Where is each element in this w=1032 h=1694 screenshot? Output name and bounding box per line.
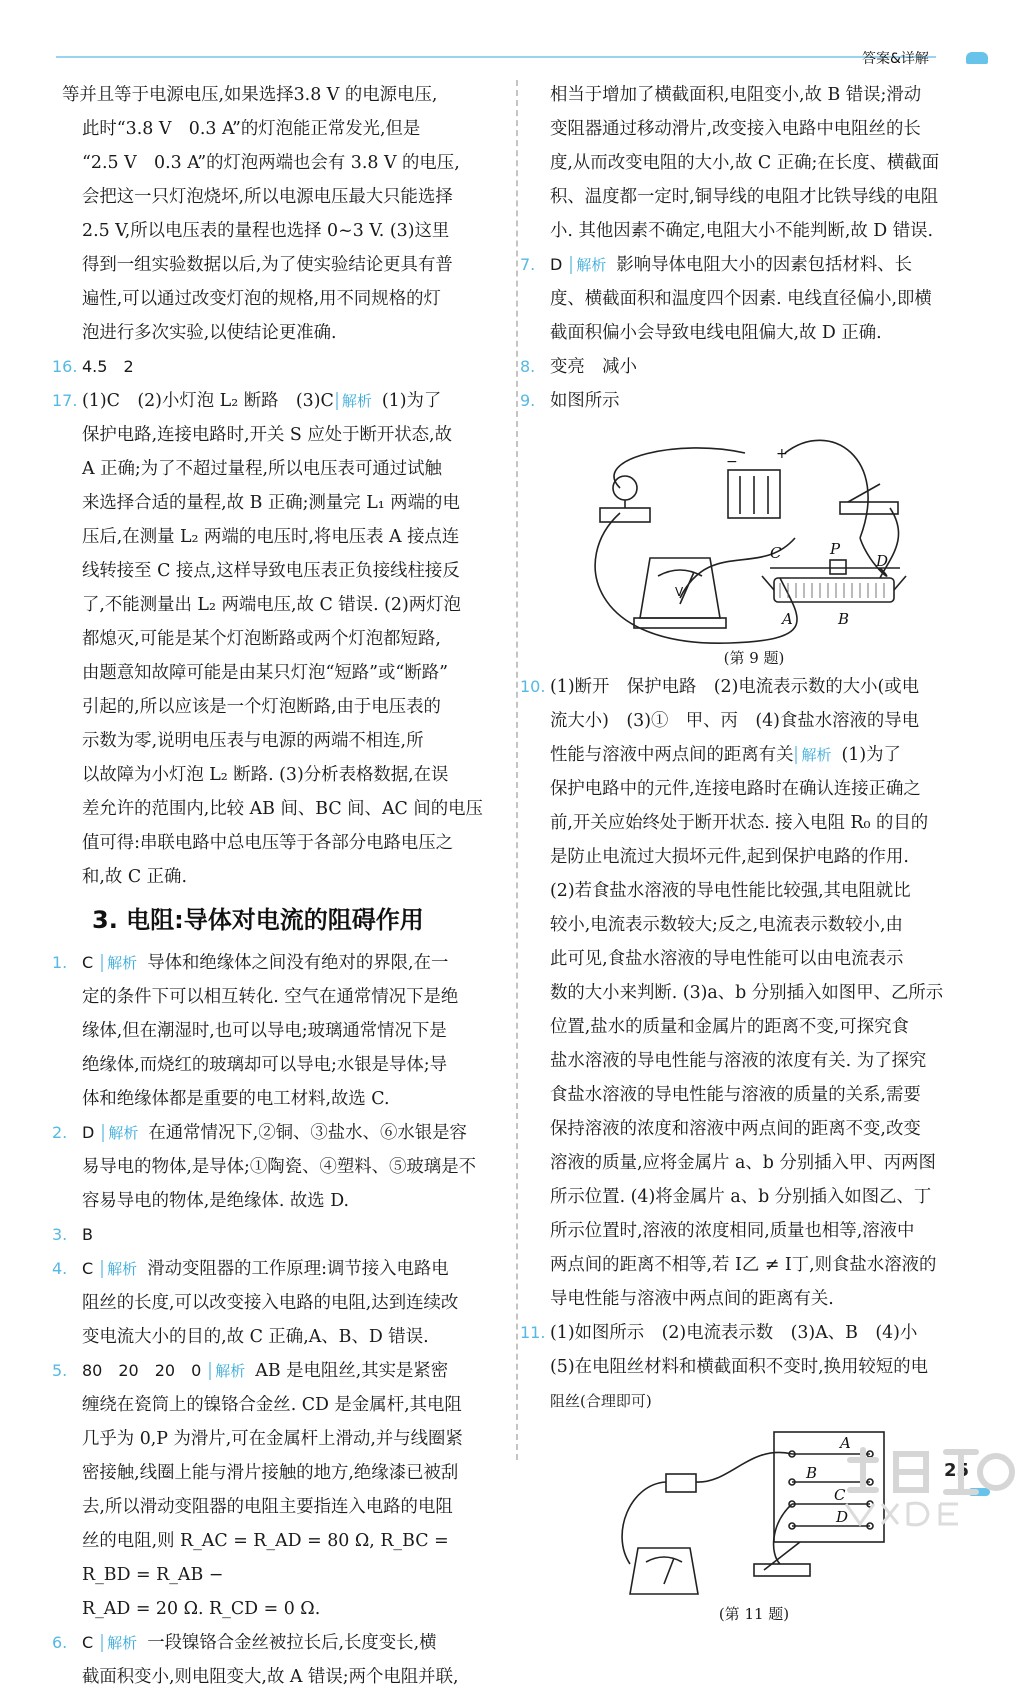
column-divider xyxy=(516,80,518,1460)
question-1: 1. C 解析 导体和绝缘体之间没有绝对的界限,在一 定的条件下可以相互转化. 空气在通常情况下是绝 缘体,但在潮湿时,也可以导电;玻璃通常情况下是 绝缘体,而烧红的玻璃却可以导电;水银是导体;导 体和绝缘体都是重要的电工材料,故选 C. xyxy=(62,946,500,1116)
label-b: B xyxy=(838,610,850,628)
label-d: D xyxy=(836,1508,849,1526)
label-v: V xyxy=(675,585,684,599)
figure-9 xyxy=(530,418,978,670)
question-10: 10. (1)断开 保护电路 (2)电流表示数的大小(或电 流大小) (3)① 甲、丙 (4)食盐水溶液的导电 性能与溶液中两点间的距离有关 解析 (1)为了 保护电路中的元件,连接电路时在确认连接正确之 前,开关应始终处于断开状态. 接入电阻 R₀ 的目的 是防止电流过大损坏元件,起到保护电路的作用. (2)若食盐水溶液的导电性能比较强,其电阻就比 较小,电流表示数较大;反之,电流表示数较小,由 此可见,食盐水溶液的导电性能可以由电流表示 数的大小来判断. (3)a、b 分别插入如图甲、乙所示 位置,盐水的质量和金属片的距离不变,可探究食 盐水溶液的导电性能与溶液的浓度有关. 为了探究 食盐水溶液的导电性能与溶液的质量的关系,需要 保持溶液的浓度和溶液中两点间的距离不变,改变 溶液的质量,应将金属片 a、b 分别插入甲、丙两图 所示位置. (4)将金属片 a、b 分别插入如图乙、丁 所示位置时,溶液的浓度相同,质量也相等,溶液中 两点间的距离不相等,若 I乙 ≠ I丁,则食盐水溶液的 导电性能与溶液中两点间的距离有关. xyxy=(530,670,978,1316)
analysis-tag: 解析 xyxy=(336,392,376,410)
continued-text-right: 相当于增加了横截面积,电阻变小,故 B 错误;滑动 变阻器通过移动滑片,改变接入电路中电阻丝的长 度,从而改变电阻的大小,故 C 正确;在长度、横截面 积、温度都一定时,铜导线的电阻才比铁导线的电阻 小. 其他因素不确定,电阻大小不能判断,故 D 错误. xyxy=(550,85,940,241)
question-number: 7. xyxy=(520,255,536,274)
answer: C xyxy=(82,953,94,972)
question-2: 2. D 解析 在通常情况下,②铜、③盐水、⑥水银是容 易导电的物体,是导体;①陶瓷、④塑料、⑤玻璃是不 容易导电的物体,是绝缘体. 故选 D. xyxy=(62,1116,500,1218)
left-column xyxy=(52,78,500,1694)
label-d: D xyxy=(876,552,889,570)
label-a: A xyxy=(782,610,793,628)
question-number: 6. xyxy=(52,1633,68,1652)
question-number: 9. xyxy=(520,391,536,410)
analysis-tag: 解析 xyxy=(101,1634,141,1652)
analysis-tag: 解析 xyxy=(102,1124,142,1142)
answer: 如图所示 xyxy=(550,391,620,411)
header-title: 答案&详解 xyxy=(862,51,929,67)
answer: D xyxy=(82,1123,95,1142)
answer: 80 20 20 0 xyxy=(82,1361,202,1380)
watermark-stamp-icon xyxy=(836,1440,1016,1530)
question-11: 11. (1)如图所示 (2)电流表示数 (3)A、B (4)小 (5)在电阻丝材料和横截面积不变时,换用较短的电 阻丝(合理即可) xyxy=(530,1316,978,1418)
answer: 4.5 2 xyxy=(82,357,134,376)
answer: B xyxy=(82,1225,93,1244)
section-title: 3. 电阻:导体对电流的阻碍作用 xyxy=(92,906,424,934)
continued-text-left: 等并且等于电源电压,如果选择3.8 V 的电源电压, 此时“3.8 V 0.3 A”的灯泡能正常发光,但是 “2.5 V 0.3 A”的灯泡两端也会有 3.8 V 的电压, 会把这一只灯泡烧坏,所以电源电压最大只能选择 2.5 V,所以电压表的量程也选择 0~3 V. (3)这里 得到一组实验数据以后,为了使实验结论更具有普 遍性,可以通过改变灯泡的规格,用不同规格的灯 泡进行多次实验,以使结论更准确. xyxy=(62,85,460,343)
question-16 xyxy=(52,350,500,384)
answer: C xyxy=(82,1259,94,1278)
question-number: 16. xyxy=(52,357,78,376)
question-9 xyxy=(520,384,978,418)
question-number: 5. xyxy=(52,1361,68,1380)
question-3 xyxy=(52,1218,500,1252)
answer: C xyxy=(82,1633,94,1652)
question-number: 4. xyxy=(52,1259,68,1278)
question-5: 5. 80 20 20 0 解析 AB 是电阻丝,其实是紧密 缠绕在瓷筒上的镍铬合金丝. CD 是金属杆,其电阻 几乎为 0,P 为滑片,可在金属杆上滑动,并与线圈紧 密接触,线圈上能与滑片接触的地方,绝缘漆已被刮 去,所以滑动变阻器的电阻主要指连入电路的电阻 丝的电阻,则 R_AC = R_AD = 80 Ω, R_BC = R_BD = R_AB − R_AD = 20 Ω. R_CD = 0 Ω. xyxy=(62,1354,500,1626)
label-b: B xyxy=(806,1464,818,1482)
label-p: P xyxy=(830,540,841,558)
question-8 xyxy=(520,350,978,384)
analysis-tag: 解析 xyxy=(101,1260,141,1278)
label-a: A xyxy=(840,1434,851,1452)
label-minus: − xyxy=(726,454,738,470)
right-column xyxy=(520,78,978,1624)
question-number: 17. xyxy=(52,391,78,410)
analysis-tag: 解析 xyxy=(209,1362,249,1380)
question-number: 11. xyxy=(520,1323,546,1342)
question-4: 4. C 解析 滑动变阻器的工作原理:调节接入电路电 阻丝的长度,可以改变接入电路的电阻,达到连续改 变电流大小的目的,故 C 正确,A、B、D 错误. xyxy=(62,1252,500,1354)
question-number: 8. xyxy=(520,357,536,376)
answer: 变亮 减小 xyxy=(550,357,637,377)
question-6: 6. C 解析 一段镍铬合金丝被拉长后,长度变长,横 截面积变小,则电阻变大,故 A 错误;两个电阻并联, xyxy=(62,1626,500,1694)
question-7: 7. D 解析 影响导体电阻大小的因素包括材料、长 度、横截面积和温度四个因素. 电线直径偏小,即横 截面积偏小会导致电线电阻偏大,故 D 正确. xyxy=(530,248,978,350)
label-c: C xyxy=(770,544,782,562)
answer: (1)C (2)小灯泡 L₂ 断路 (3)C xyxy=(82,391,334,411)
page-number: 25 xyxy=(944,1460,970,1481)
figure-9-caption: (第 9 题) xyxy=(723,649,785,667)
label-c: C xyxy=(834,1486,846,1504)
analysis-tag: 解析 xyxy=(795,746,835,764)
analysis-tag: 解析 xyxy=(570,256,610,274)
circuit-diagram-9 xyxy=(530,418,978,646)
answer: (1)如图所示 (2)电流表示数 (3)A、B (4)小 xyxy=(550,1323,918,1343)
header-logo-icon xyxy=(966,52,988,64)
question-number: 2. xyxy=(52,1123,68,1142)
figure-11-caption: (第 11 题) xyxy=(718,1605,790,1623)
analysis-tag: 解析 xyxy=(101,954,141,972)
question-number: 1. xyxy=(52,953,68,972)
question-number: 3. xyxy=(52,1225,68,1244)
header-rule xyxy=(56,56,936,58)
answer: D xyxy=(550,255,563,274)
question-17: 17. (1)C (2)小灯泡 L₂ 断路 (3)C 解析 (1)为了 保护电路,连接电路时,开关 S 应处于断开状态,故 A 正确;为了不超过量程,所以电压表可通过试触 来选择合适的量程,故 B 正确;测量完 L₁ 两端的电 压后,在测量 L₂ 两端的电压时,将电压表 A 接点连 线转接至 C 接点,这样导致电压表正负接线柱接反 了,不能测量出 L₂ 两端电压,故 C 错误. (2)两灯泡 都熄灭,可能是某个灯泡断路或两个灯泡都短路, 由题意知故障可能是由某只灯泡“短路”或“断路” 引起的,所以应该是一个灯泡断路,由于电压表的 示数为零,说明电压表与电源的两端不相连,所 以故障为小灯泡 L₂ 断路. (3)分析表格数据,在误 差允许的范围内,比较 AB 间、BC 间、AC 间的电压 值可得:串联电路中总电压等于各部分电路电压之 和,故 C 正确. xyxy=(62,384,500,894)
answer: (1)断开 保护电路 (2)电流表示数的大小(或电 xyxy=(550,677,920,697)
question-number: 10. xyxy=(520,677,546,696)
label-plus: + xyxy=(776,446,788,462)
